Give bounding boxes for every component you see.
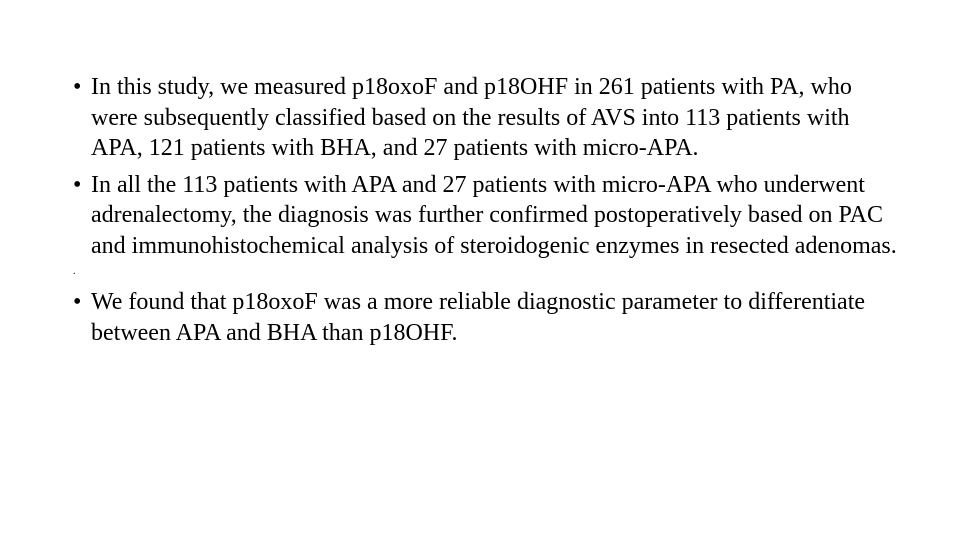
bullet-text: In all the 113 patients with APA and 27 patients with micro-APA who underwent adrenalectomy, the diagnosis was further confirmed postoperatively based on PAC and immunohistochemical analysis of steroidogenic enzymes in resected adenomas.: [91, 171, 897, 259]
bullet-item: [73, 170, 903, 262]
bullet-text: We found that p18oxoF was a more reliable diagnostic parameter to differentiate between APA and BHA than p18OHF.: [91, 289, 866, 346]
bullet-icon: •: [73, 289, 82, 315]
bullet-icon: •: [73, 171, 82, 198]
empty-bullet-marker: .: [73, 266, 76, 277]
bullet-item: [73, 72, 903, 164]
bullet-list: [73, 72, 903, 354]
bullet-icon: •: [73, 74, 82, 100]
empty-bullet-item: [73, 265, 903, 283]
bullet-text: In this study, we measured p18oxoF and p18OHF in 261 patients with PA, who were subsequently classified based on the results of AVS into 113 patients with APA, 121 patients with BHA, and 27 patients with micro-APA.: [91, 74, 852, 161]
bullet-item: [73, 287, 903, 348]
